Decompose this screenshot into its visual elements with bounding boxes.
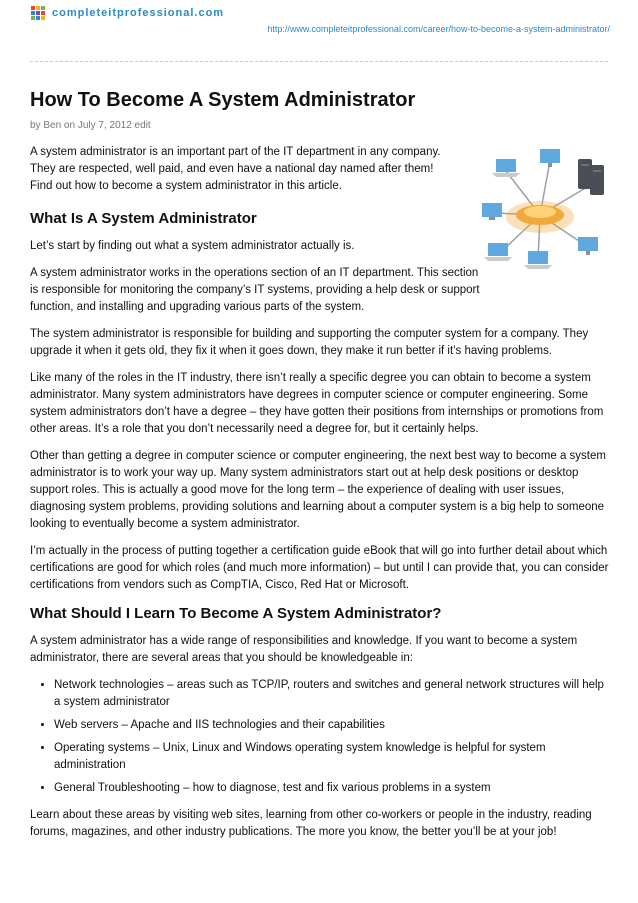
page-url-link[interactable]: http://www.completeitprofessional.com/career/how-to-become-a-system-administrator/ xyxy=(267,24,610,34)
paragraph: Like many of the roles in the IT industry, there isn’t really a specific degree you can obtain to become a system administrator. Many system administrators have degrees in computer science or computer engineering. Some system administrators don’t have a degree – they have gotten their positions from internships or promotions from other areas. It’s a role that you don’t necessarily need a degree for, but it certainly helps. xyxy=(30,372,604,435)
section-heading-what-to-learn: What Should I Learn To Become A System Administrator? xyxy=(30,605,442,622)
monitor-icon xyxy=(540,149,560,167)
skills-list xyxy=(30,677,610,797)
header-divider xyxy=(30,61,608,62)
author-link[interactable]: Ben xyxy=(43,120,62,131)
paragraph: A system administrator has a wide range of responsibilities and knowledge. If you want to become a system administrator, there are several areas that you should be knowledgeable in: xyxy=(30,635,578,664)
paragraph: The system administrator is responsible for building and supporting the computer system for a company. They upgrade it when it gets old, they fix it when it goes down, they make it run better if it’s having problems. xyxy=(30,328,589,357)
laptop-icon xyxy=(492,159,520,177)
site-logo[interactable] xyxy=(31,6,224,20)
laptop-icon xyxy=(484,243,512,261)
byline xyxy=(30,117,610,134)
hub-top xyxy=(524,206,556,218)
monitor-icon xyxy=(578,237,598,255)
list-item: • Operating systems – Unix, Linux and Windows operating system knowledge is helpful for system administration xyxy=(54,740,610,774)
logo-square xyxy=(31,11,35,15)
site-name[interactable]: completeitprofessional.com xyxy=(52,7,225,19)
list-item: • General Troubleshooting – how to diagnose, test and fix various problems in a system xyxy=(54,780,610,797)
paragraph: I’m actually in the process of putting together a certification guide eBook that will go into further detail about which certifications are good for which roles (and much more information) – but until I can provide that, you can consider certifications from vendors such as CompTIA, Cisco, Red Hat or Microsoft. xyxy=(30,545,609,591)
logo-square xyxy=(36,6,40,10)
network-hub-icon xyxy=(478,143,610,273)
intro-line: They are respected, well paid, and even have a national day named after them! xyxy=(30,163,434,175)
article-title: How To Become A System Administrator xyxy=(30,89,416,111)
logo-square xyxy=(36,11,40,15)
edit-link[interactable]: edit xyxy=(134,120,151,131)
paragraph: Other than getting a degree in computer science or computer engineering, the next best way to become a system administrator is to work your way up. Many system administrators start out at help desk positions or desktop support roles. This is actually a good move for the long term – the experience of dealing with user issues, diagnosing system problems, providing solutions and learning about a computer system is a big help to someone looking to eventually become a system administrator. xyxy=(30,450,606,530)
section-heading-what-is: What Is A System Administrator xyxy=(30,210,257,227)
list-item: • Web servers – Apache and IIS technologies and their capabilities xyxy=(54,717,610,734)
paragraph: Learn about these areas by visiting web sites, learning from other co-workers or people in the industry, reading forums, magazines, and other industry publications. The more you know, the better you’ll be at your job! xyxy=(30,809,592,838)
desktop-icon xyxy=(482,203,502,220)
logo-square xyxy=(41,16,45,20)
paragraph: A system administrator works in the operations section of an IT department. This section is responsible for monitoring the company’s IT systems, providing a help desk or support function, and installing and upgrading various parts of the system. xyxy=(30,267,480,313)
paragraph: Let’s start by finding out what a system administrator actually is. xyxy=(30,240,355,252)
intro-line: Find out how to become a system administrator in this article. xyxy=(30,180,342,192)
byline-prefix: by xyxy=(30,120,41,131)
page-header xyxy=(0,0,638,70)
intro-line: A system administrator is an important part of the IT department in any company. xyxy=(30,146,441,158)
logo-square xyxy=(31,6,35,10)
list-item: • Network technologies – areas such as TCP/IP, routers and switches and general network structures will help a system administrator xyxy=(54,677,610,711)
byline-on: on xyxy=(63,120,76,131)
logo-square xyxy=(41,6,45,10)
logo-square xyxy=(36,16,40,20)
logo-grid-icon xyxy=(31,6,45,20)
logo-square xyxy=(31,16,35,20)
laptop-icon xyxy=(524,251,552,269)
post-date: July 7, 2012 xyxy=(77,120,132,131)
logo-square xyxy=(41,11,45,15)
